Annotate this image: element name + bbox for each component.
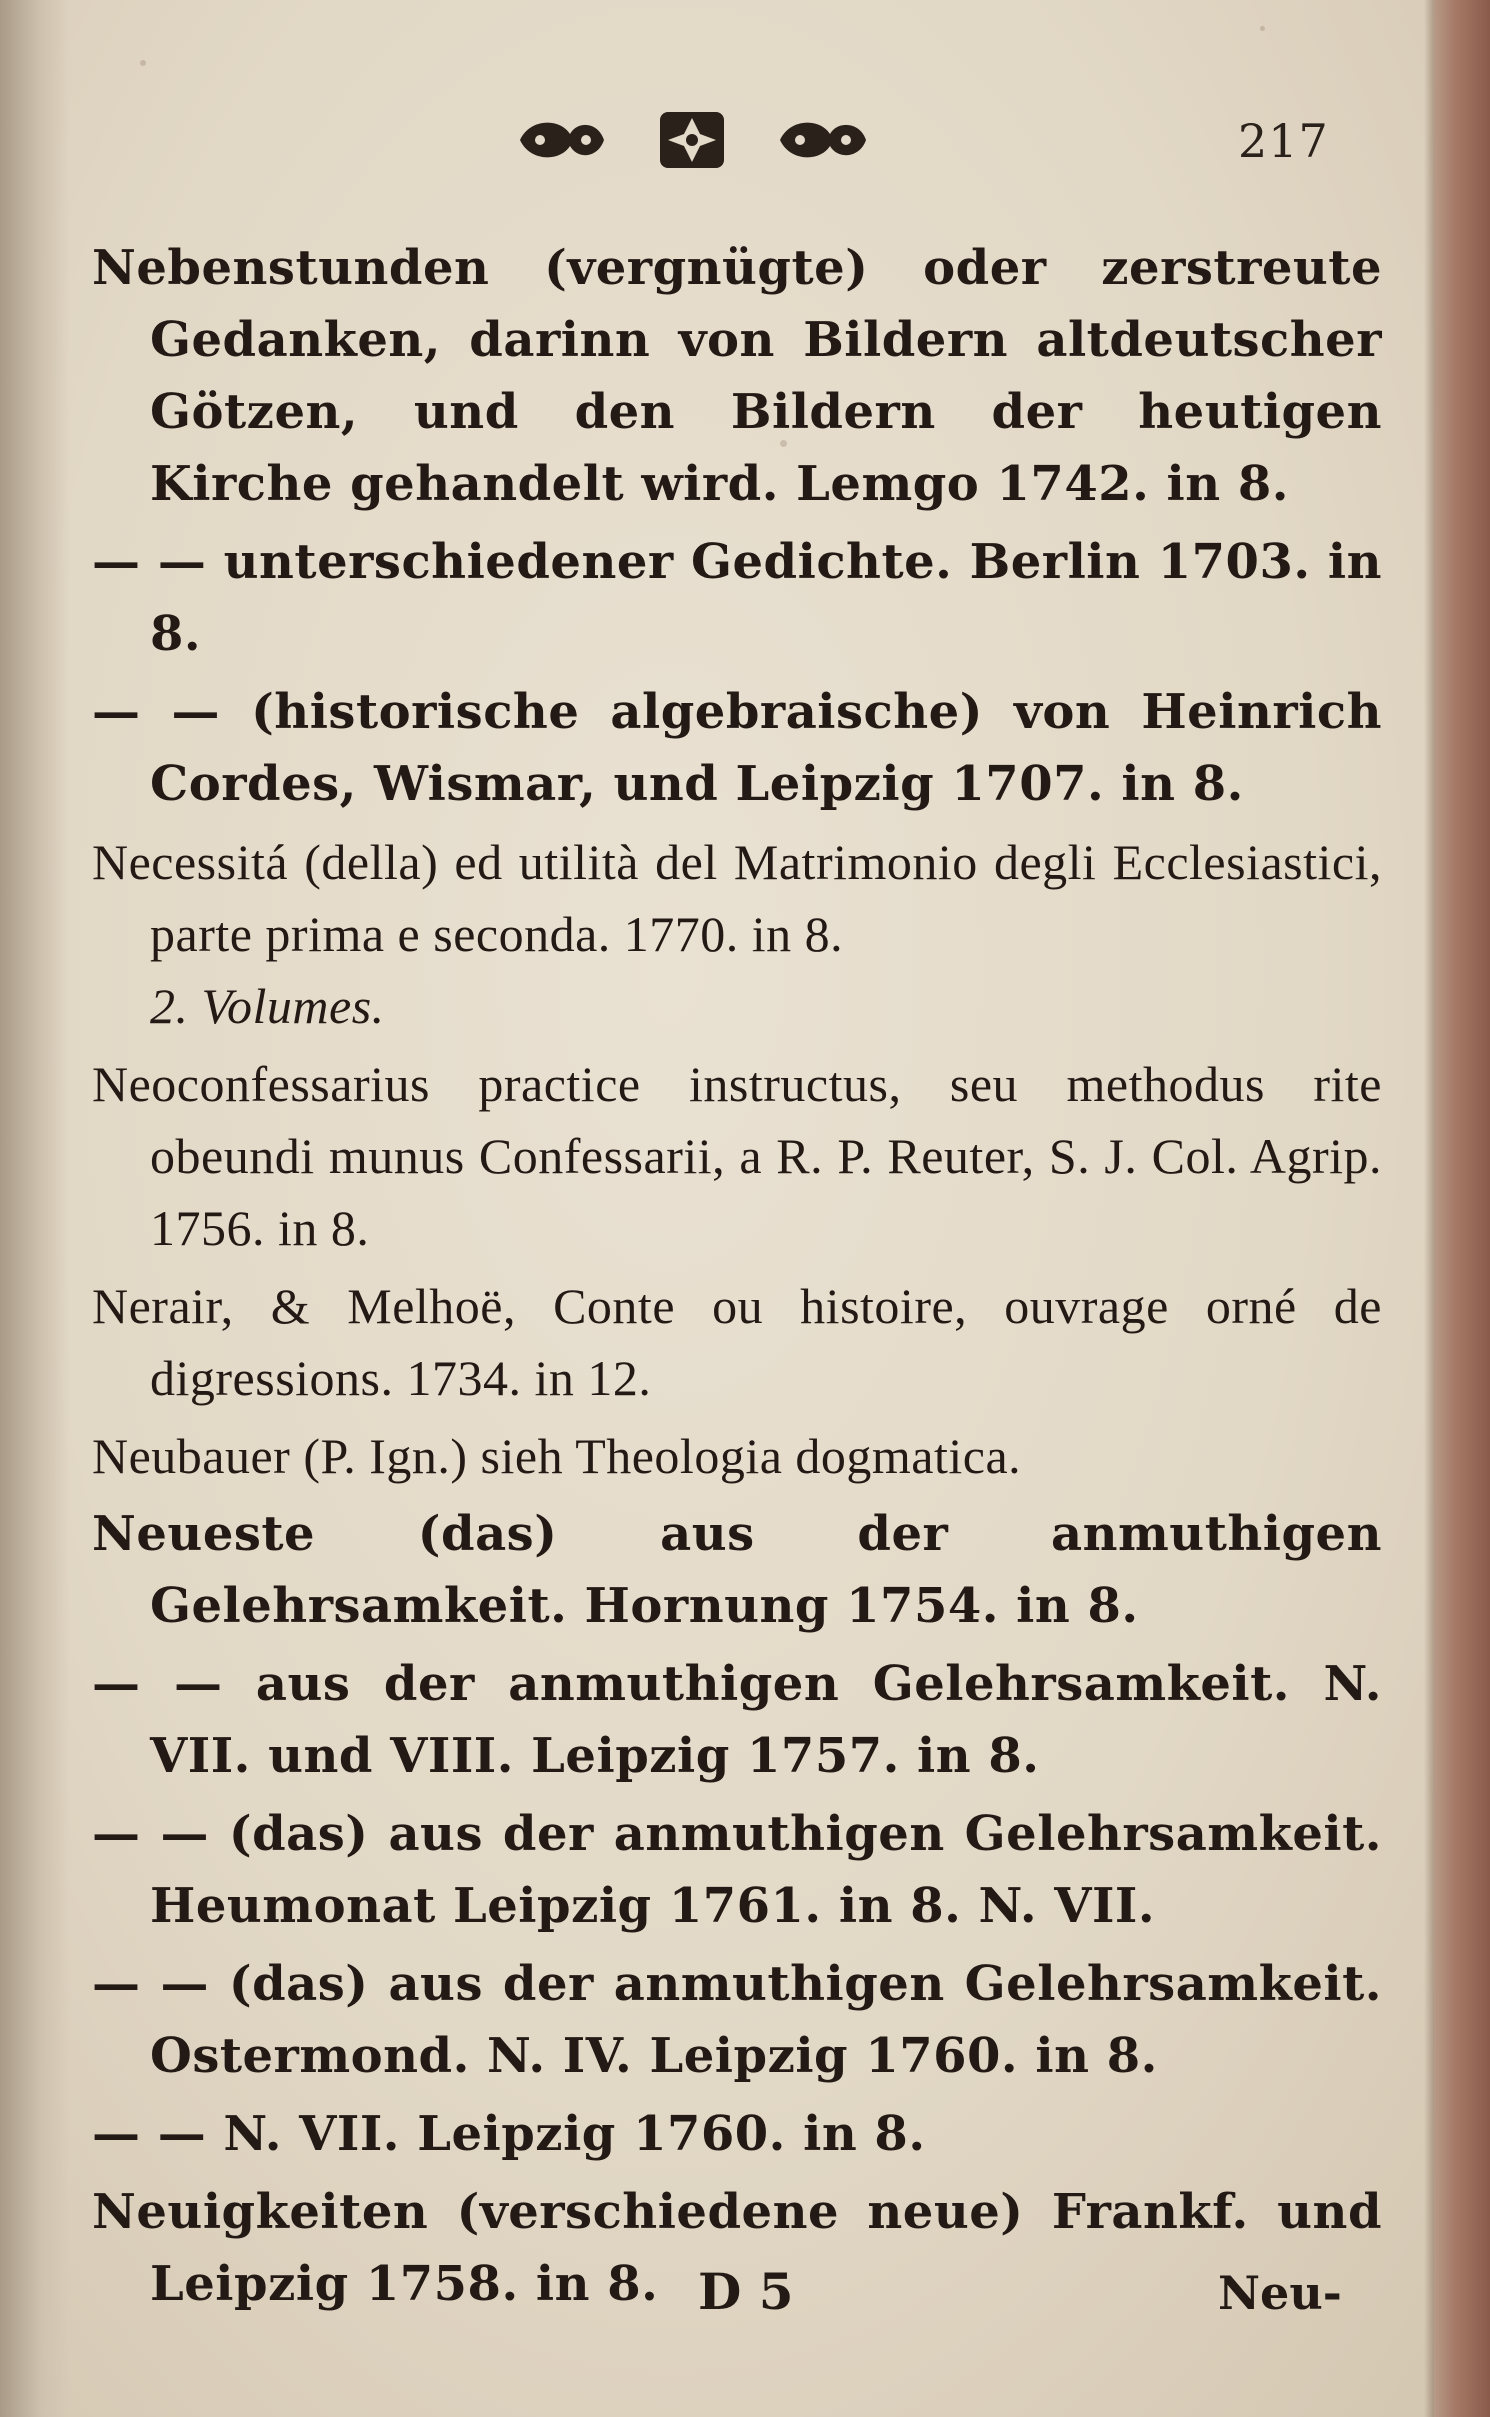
- gutter-shadow: [0, 0, 70, 2417]
- catalog-entry: — — (historische algebraische) von Heinrich Cordes, Wismar, und Leipzig 1707. in 8.: [92, 684, 1382, 812]
- catalog-entry: — — N. VII. Leipzig 1760. in 8.: [92, 2106, 926, 2162]
- page-edge: [1434, 0, 1490, 2417]
- catalog-entry: Necessitá (della) ed utilità del Matrimonio degli Ecclesiastici, parte prima e seconda. 1770. in 8.: [92, 834, 1382, 962]
- catchword: Neu-: [1218, 2266, 1342, 2320]
- catalog-entry: — — aus der anmuthigen Gelehrsamkeit. N. VII. und VIII. Leipzig 1757. in 8.: [92, 1656, 1382, 1784]
- catalog-entry: Neoconfessarius practice instructus, seu methodus rite obeundi munus Confessarii, a R. P. Reuter, S. J. Col. Agrip. 1756. in 8.: [92, 1056, 1382, 1256]
- printers-ornament-icon: [500, 100, 920, 180]
- signature-mark: D 5: [698, 2262, 794, 2321]
- catalog-entry: — — unterschiedener Gedichte. Berlin 1703. in 8.: [92, 534, 1382, 662]
- catalog-entry: Neuigkeiten (verschiedene neue) Frankf. und Leipzig 1758. in 8.: [92, 2184, 1382, 2312]
- catalog-entry: Neubauer (P. Ign.) sieh Theologia dogmatica.: [92, 1428, 1022, 1484]
- page-number: 217: [1238, 114, 1329, 168]
- catalog-entries: [92, 232, 1382, 2326]
- catalog-entry-continuation: 2. Volumes.: [150, 978, 385, 1034]
- catalog-entry: — — (das) aus der anmuthigen Gelehrsamkeit. Ostermond. N. IV. Leipzig 1760. in 8.: [92, 1956, 1382, 2084]
- catalog-entry: Nerair, & Melhoë, Conte ou histoire, ouvrage orné de digressions. 1734. in 12.: [92, 1278, 1382, 1406]
- foxing-spot: [140, 60, 146, 66]
- foxing-spot: [1260, 26, 1265, 31]
- page-footer: [0, 2262, 1434, 2342]
- page-header: [0, 100, 1434, 180]
- catalog-entry: Neueste (das) aus der anmuthigen Gelehrsamkeit. Hornung 1754. in 8.: [92, 1506, 1382, 1634]
- catalog-entry: — — (das) aus der anmuthigen Gelehrsamkeit. Heumonat Leipzig 1761. in 8. N. VII.: [92, 1806, 1382, 1934]
- catalog-entry: Nebenstunden (vergnügte) oder zerstreute Gedanken, darinn von Bildern altdeutscher Götzen, und den Bildern der heutigen Kirche gehandelt wird. Lemgo 1742. in 8.: [92, 240, 1382, 512]
